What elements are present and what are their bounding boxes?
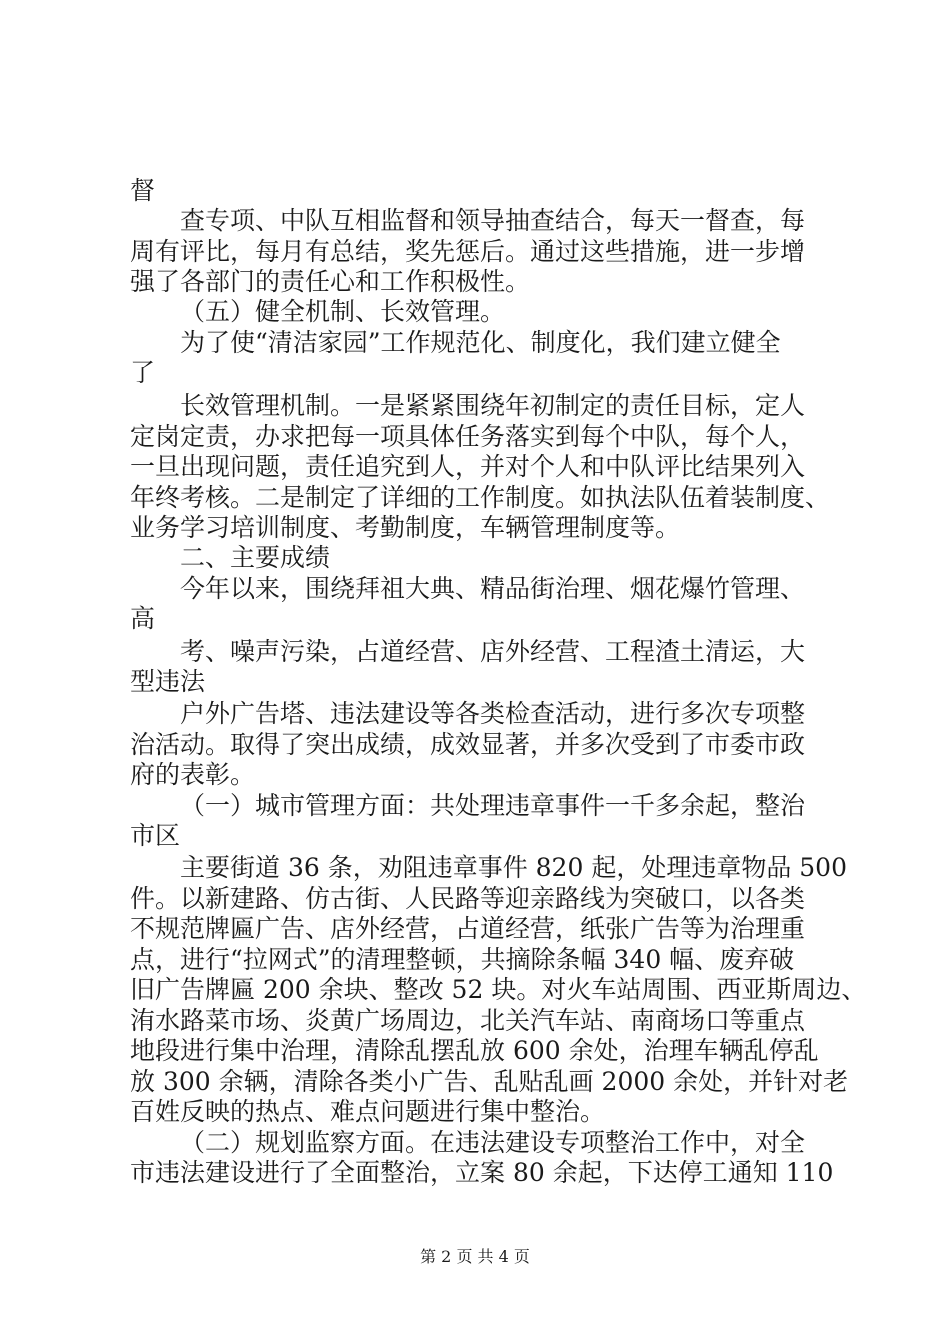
text-line: 一旦出现问题，责任追究到人，并对个人和中队评比结果列入 (130, 452, 806, 481)
text-line: 府的表彰。 (130, 760, 256, 789)
text-line: 查专项、中队互相监督和领导抽查结合，每天一督查，每 (180, 206, 806, 235)
text-line: 旧广告牌匾 200 余块、整改 52 块。对火车站周围、西亚斯周边、 (130, 975, 867, 1004)
text-line: 主要街道 36 条，劝阻违章事件 820 起，处理违章物品 500 (180, 853, 847, 882)
text-line: 治活动。取得了突出成绩，成效显著，并多次受到了市委市政 (130, 730, 806, 759)
text-line: 洧水路菜市场、炎黄广场周边，北关汽车站、南商场口等重点 (130, 1006, 806, 1035)
text-line: 点，进行“拉网式”的清理整顿，共摘除条幅 340 幅、废弃破 (130, 945, 795, 974)
text-line: 百姓反映的热点、难点问题进行集中整治。 (130, 1097, 606, 1126)
section-heading: （五）健全机制、长效管理。 (180, 297, 506, 326)
text-line: 定岗定责，办求把每一项具体任务落实到每个中队，每个人， (130, 422, 806, 451)
text-line: 型违法 (130, 667, 206, 696)
text-line: 高 (130, 604, 156, 633)
text-line: 考、噪声污染，占道经营、店外经营、工程渣土清运，大 (180, 637, 806, 666)
text-line: 市违法建设进行了全面整治，立案 80 余起，下达停工通知 110 (130, 1158, 834, 1187)
text-line: 不规范牌匾广告、店外经营，占道经营，纸张广告等为治理重 (130, 914, 806, 943)
text-line: 市区 (130, 821, 181, 850)
text-line: 业务学习培训制度、考勤制度，车辆管理制度等。 (130, 513, 681, 542)
text-line: 件。以新建路、仿古街、人民路等迎亲路线为突破口，以各类 (130, 884, 806, 913)
page-number-footer: 第 2 页 共 4 页 (420, 1247, 530, 1266)
text-line: 户外广告塔、违法建设等各类检查活动，进行多次专项整 (180, 699, 806, 728)
section-heading: （二）规划监察方面。在违法建设专项整治工作中，对全 (180, 1128, 806, 1157)
text-line: 今年以来，围绕拜祖大典、精品街治理、烟花爆竹管理、 (180, 574, 806, 603)
text-line: 长效管理机制。一是紧紧围绕年初制定的责任目标，定人 (180, 391, 806, 420)
text-line: 督 (130, 176, 156, 205)
section-heading: 二、主要成绩 (180, 543, 331, 572)
text-line: 为了使“清洁家园”工作规范化、制度化，我们建立健全 (180, 328, 781, 357)
text-line: 强了各部门的责任心和工作积极性。 (130, 267, 531, 296)
text-line: 放 300 余辆，清除各类小广告、乱贴乱画 2000 余处，并针对老 (130, 1067, 849, 1096)
text-line: 年终考核。二是制定了详细的工作制度。如执法队伍着装制度、 (130, 483, 831, 512)
text-line: 了 (130, 358, 156, 387)
section-heading: （一）城市管理方面：共处理违章事件一千多余起，整治 (180, 791, 806, 820)
text-line: 周有评比，每月有总结，奖先惩后。通过这些措施，进一步增 (130, 237, 806, 266)
text-line: 地段进行集中治理，清除乱摆乱放 600 余处，治理车辆乱停乱 (130, 1036, 819, 1065)
